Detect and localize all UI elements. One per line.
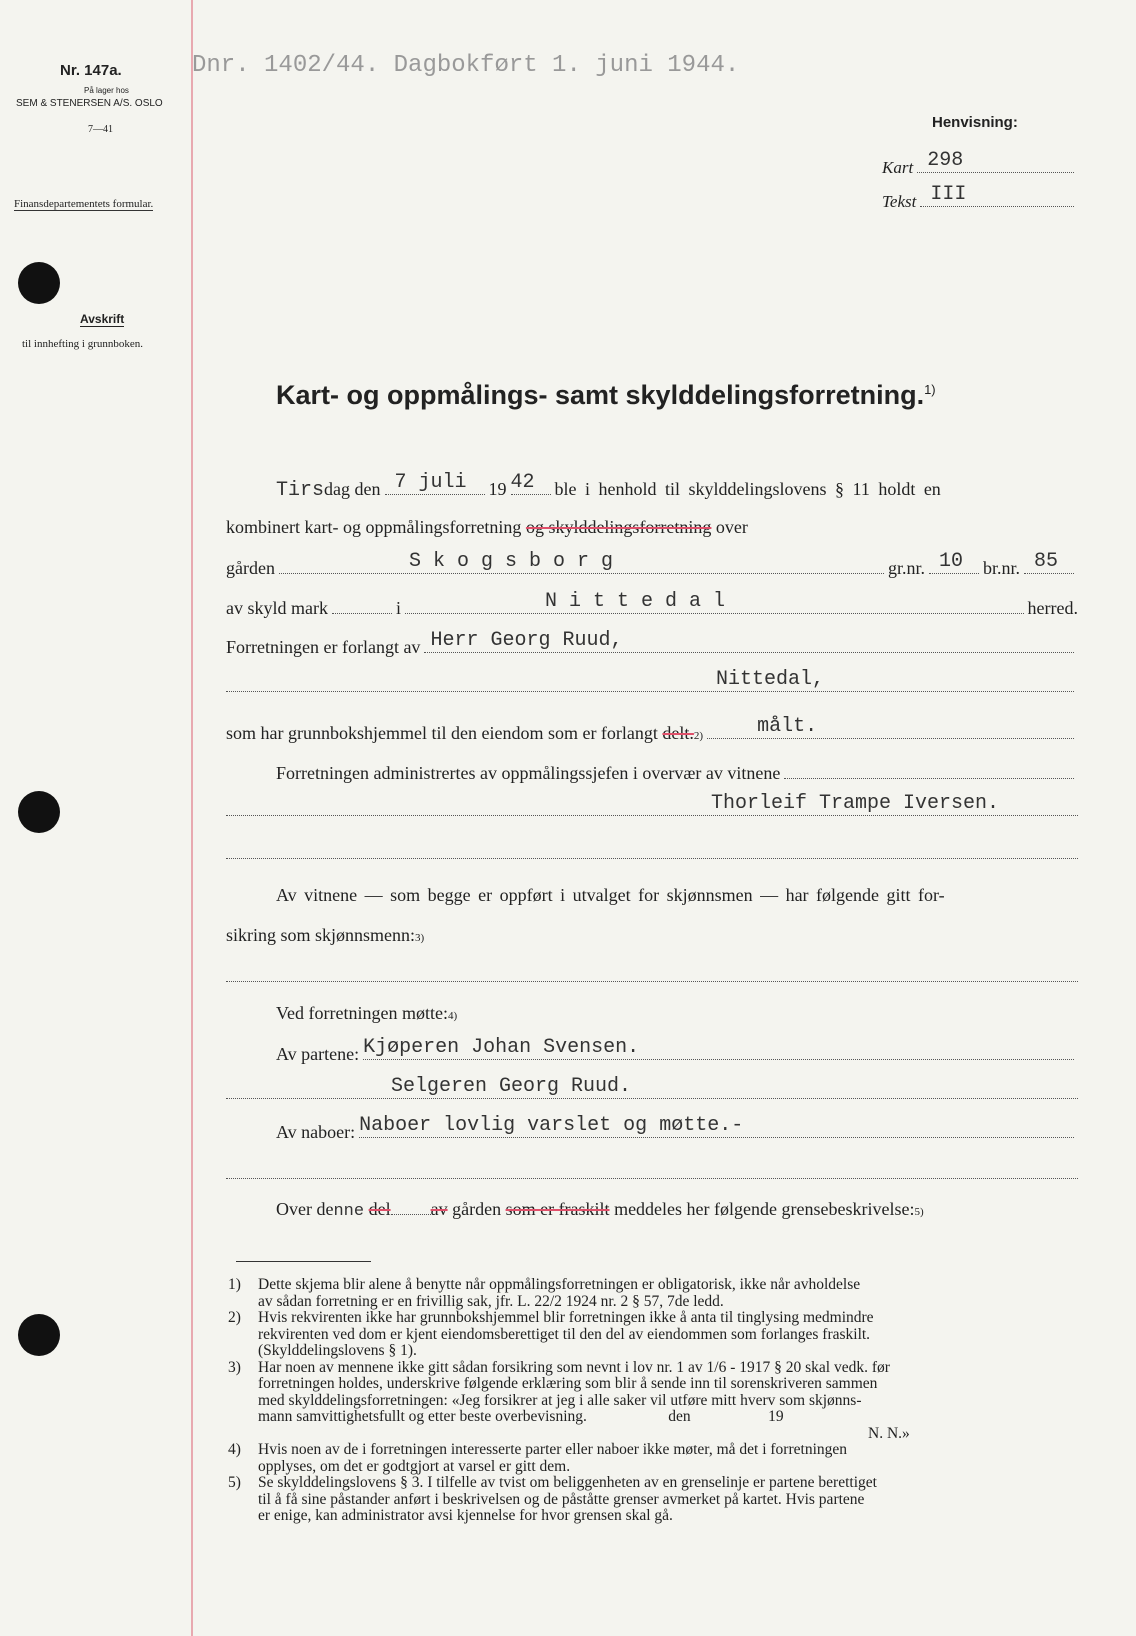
boundary-line [226,1198,1078,1223]
parties-value1: Kjøperen Johan Svensen. [363,1036,640,1059]
blank-line [226,840,1078,859]
attended-line [226,1002,1078,1027]
footnote-line: N. N.» [868,1424,910,1442]
note-ref: 4) [447,1010,458,1022]
tax-label: av skyld mark [226,598,328,618]
tax-i: i [395,598,401,618]
brnr-label: br.nr. [982,558,1020,578]
reference-label: Henvisning: [932,114,1018,131]
assurance-text1: Av vitnene — som begge er oppført i utvalget for skjønnsmen — har følgende gitt for- [276,885,945,905]
neighbours-value: Naboer lovlig varslet og møtte.- [359,1114,744,1137]
punch-hole [18,1314,60,1356]
boundary-text: gården [452,1199,502,1219]
note-ref: 5) [914,1206,924,1218]
footnote-number: 2) [228,1309,241,1326]
attended-label: Ved forretningen møtte: [276,1003,448,1023]
date-line [226,471,1078,502]
assurance-text2: sikring som skjønnsmenn: [226,925,416,945]
text-reference [882,183,1078,212]
parties-line2 [226,1075,1078,1099]
map-value: 298 [927,149,964,172]
struck-text: som er fraskilt [505,1199,610,1219]
publisher-line1: På lager hos [84,86,129,95]
year-label: 19 [488,479,507,499]
footnote-divider [236,1261,371,1262]
ministry-label: Finansdepartementets formular. [14,198,154,210]
footnote-line: til å få sine påstander anført i beskrivelsen og de påståtte grenser avmerket på kartet. Hvis partene [258,1490,865,1508]
assurance-line1 [226,884,1078,906]
grnr-value: 10 [938,550,963,573]
footnote-number: 1) [228,1276,241,1293]
requested-line2 [226,668,1078,692]
footnote-line: Har noen av mennene ikke gitt sådan forsikring som nevnt i lov nr. 1 av 1/6 - 1917 § 20 skal vedk. før [258,1358,890,1376]
footnote-line: med skylddelingsforretningen: «Jeg forsikrer at jeg i alle saker vil utføre mitt hverv som skjønns- [258,1391,862,1409]
parties-line [226,1036,1078,1065]
struck-text: del [368,1199,391,1219]
date-value: 7 juli [394,471,467,494]
text-label: Tekst [882,192,917,211]
map-label: Kart [882,158,914,177]
footnote [228,1358,1078,1443]
requested-value: Herr Georg Ruud, [430,629,623,652]
footnote [228,1441,1078,1475]
title-holder-line [226,715,1078,747]
requested-label: Forretningen er forlangt av [226,637,421,657]
day-value: Tirs [276,479,325,502]
neighbours-line [226,1114,1078,1143]
copy-note: til innhefting i grunnboken. [22,338,143,350]
requested-line [226,629,1078,658]
line2-over: over [715,517,748,537]
administered-line [226,760,1078,784]
requested-value2: Nittedal, [716,668,825,691]
measured-value: målt. [757,715,818,738]
administered-text: Forretningen administrertes av oppmålingssjefen i overvær av vitnene [276,763,781,783]
herred-label: herred. [1027,598,1078,618]
footnote-number: 5) [228,1474,241,1491]
footnote-line: Dette skjema blir alene å benytte når oppmålingsforretningen er obligatorisk, ikke når avholdelse [258,1276,861,1293]
boundary-typed: nne [333,1202,365,1221]
punch-hole [18,791,60,833]
day-label: dag den [324,479,381,499]
farm-value: S k o g s b o r g [408,550,614,573]
footnote-line: forretningen holdes, underskrive følgende erklæring som blir å sende inn til sorenskriveren sammen [258,1375,878,1392]
boundary-text: meddeles her følgende grensebeskrivelse: [614,1199,915,1219]
footnote-line: mann samvittighetsfullt og etter beste overbevisning. den 19 [258,1408,784,1425]
footnote-number: 4) [228,1441,241,1458]
title-note: 1) [924,382,936,397]
boundary-text: Over de [276,1199,334,1219]
footnote-line: opplyses, om det er godtgjort at varsel er gitt dem. [258,1457,571,1475]
parties-label: Av partene: [276,1044,360,1064]
municipality-line [226,590,1078,619]
footnote-line: Hvis rekvirenten ikke har grunnbokshjemmel blir forretningen ikke å anta til tinglysing medmindre [258,1309,874,1326]
parties-value2: Selgeren Georg Ruud. [391,1075,632,1098]
footnote-line: Hvis noen av de i forretningen interesserte parter eller naboer ikke møter, må det i forretningen [258,1441,848,1458]
brnr-value: 85 [1034,550,1059,573]
footnote-number: 3) [228,1358,241,1376]
struck-text: av [430,1199,448,1219]
blank-line [226,963,1078,982]
municipality-value: N i t t e d a l [545,590,726,613]
publisher-line2: SEM & STENERSEN A/S. OSLO [16,98,163,109]
neighbours-label: Av naboer: [276,1122,356,1142]
struck-delt: delt. [662,723,694,743]
map-reference [882,149,1078,178]
blank-line [226,1160,1078,1179]
footnote-line: (Skylddelingslovens § 1). [258,1342,417,1359]
year-value: 42 [510,471,535,494]
form-number: Nr. 147a. [60,62,122,79]
note-ref: 3) [415,932,425,944]
footnote [228,1276,1078,1310]
assurance-line2 [226,924,1078,949]
farm-line [226,550,1078,579]
struck-text: og skylddelingsforretning [525,517,712,537]
footnote-line: av sådan forretning er en frivillig sak, jfr. L. 22/2 1924 nr. 2 § 57, 7de ledd. [258,1292,724,1310]
line1-text: ble i henhold til skylddelingslovens § 11 holdt en [554,479,941,499]
type-line [226,516,1078,538]
footnote [228,1309,1078,1360]
registry-stamp: Dnr. 1402/44. Dagbokført 1. juni 1944. [192,52,740,79]
title-holder-text: som har grunnbokshjemmel til den eiendom som er forlangt [226,723,658,743]
margin-line [191,0,193,1636]
document-title [276,380,936,411]
footnote-line: Se skylddelingslovens § 3. I tilfelle av tvist om beliggenheten av en grenselinje er partene berettiget [258,1474,877,1491]
footnote-line: rekvirenten ved dom er kjent eiendomsberettiget til den del av eiendommen som forlanges fraskilt. [258,1325,871,1343]
witness-value: Thorleif Trampe Iversen. [711,792,1000,815]
edition: 7—41 [88,124,113,135]
witness-line [226,792,1078,816]
punch-hole [18,262,60,304]
copy-label: Avskrift [80,312,125,326]
grnr-label: gr.nr. [887,558,925,578]
title-text: Kart- og oppmålings- samt skylddelingsforretning. [276,380,925,410]
footnote-line: er enige, kan administrator avsi kjennelse for hvor grensen skal gå. [258,1507,673,1524]
note-ref: 2) [693,730,704,742]
footnote [228,1474,1078,1525]
text-value: III [930,183,967,206]
farm-label: gården [226,558,275,578]
line2-text: kombinert kart- og oppmålingsforretning [226,517,522,537]
